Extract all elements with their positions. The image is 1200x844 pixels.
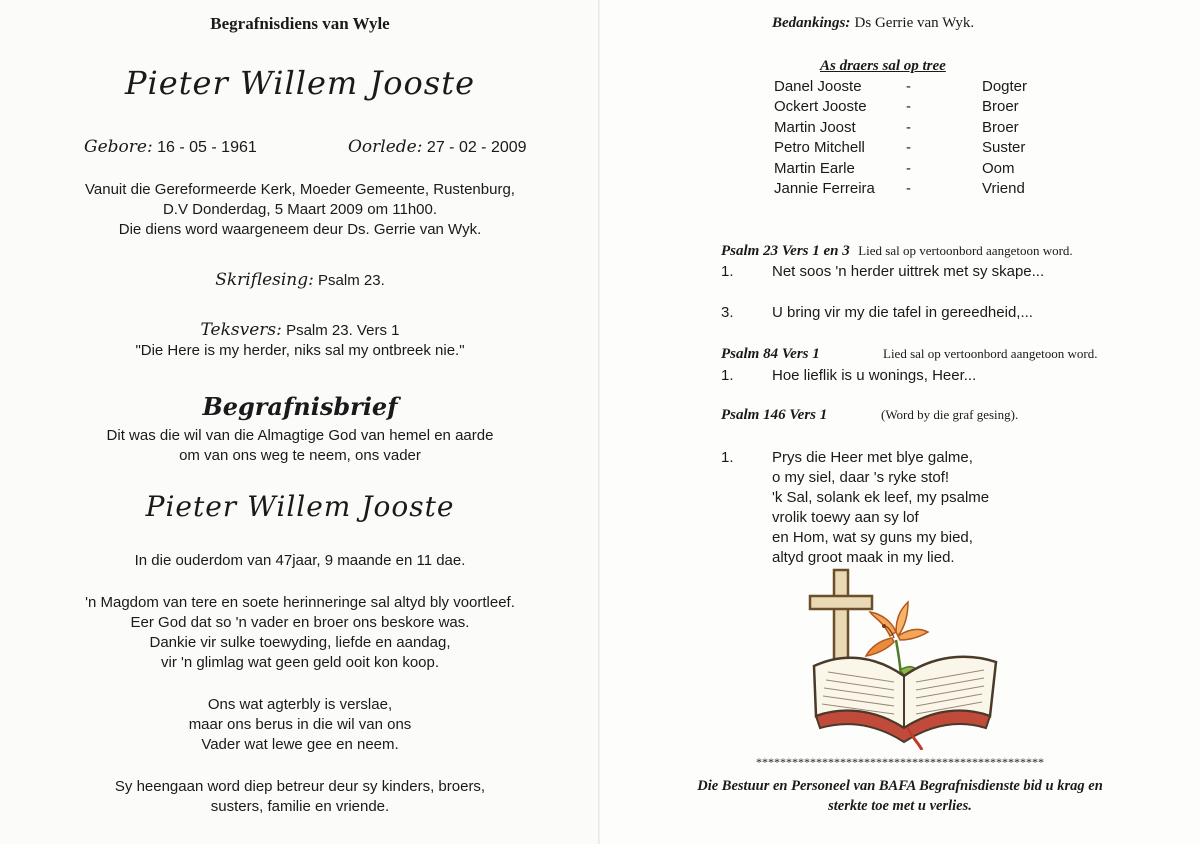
bearer-dash: - [906,119,911,136]
paragraph-line: Sy heengaan word diep betreur deur sy kinders, broers, [114,778,486,795]
psalm146-title: Psalm 146 Vers 1 [721,407,828,423]
paragraph-line: Dankie vir sulke toewyding, liefde en aandag, [149,634,451,651]
deceased-name: Pieter Willem Jooste [124,64,476,102]
text-value: Psalm 23. Vers 1 [286,322,400,339]
paragraph-line: Eer God dat so 'n vader en broer ons beskore was. [130,614,470,631]
psalm84-title: Psalm 84 Vers 1 [721,346,820,362]
text-quote: "Die Here is my herder, niks sal my ontbreek nie." [135,342,465,359]
service-line: Die diens word waargeneem deur Ds. Gerrie van Wyk. [118,221,482,238]
paragraph-line: Ons wat agterbly is verslae, [207,696,393,713]
hymn-line: o my siel, daar 's ryke stof! [772,469,950,486]
age-line: In die ouderdom van 47jaar, 9 maande en 11 dae. [134,552,466,569]
psalm146-heading [721,406,1019,424]
paragraph-line: 'n Magdom van tere en soete herinneringe sal altyd bly voortleef. [85,594,515,611]
paragraph-line: susters, familie en vriende. [210,798,390,815]
psalm84-heading [721,345,1098,363]
bearer-dash: - [906,180,911,197]
service-heading: Begrafnisdiens van Wyle [210,14,390,33]
bearer-name: Danel Jooste [774,78,862,95]
paragraph-line: vir 'n glimlag wat geen geld ooit kon koop. [160,654,440,671]
letter-title: Begrafnisbrief [202,392,398,421]
closing-line: sterkte toe met u verlies. [828,798,972,814]
born-line [84,137,257,158]
bearer-name: Petro Mitchell [774,139,865,156]
psalm84-note: Lied sal op vertoonbord aangetoon word. [883,346,1098,361]
bearer-name: Ockert Jooste [774,98,867,115]
bearers-title: As draers sal op tree [820,58,946,74]
bearer-relation: Broer [982,119,1019,136]
bearer-dash: - [906,98,911,115]
service-line: D.V Donderdag, 5 Maart 2009 om 11h00. [162,201,438,218]
thanks-line [772,14,974,32]
cross-bible-illustration [804,566,1004,750]
psalm146-note: (Word by die graf gesing). [881,407,1019,422]
mourning-paragraph [0,777,600,817]
letter-intro [0,426,600,466]
hymn-line: altyd groot maak in my lied. [772,549,955,566]
memory-paragraph [0,593,600,673]
bearer-name: Jannie Ferreira [774,180,875,197]
hymn-line: 'k Sal, solank ek leef, my psalme [772,489,990,506]
reading-line [0,270,600,291]
bearer-dash: - [906,160,911,177]
reading-value: Psalm 23. [318,272,385,289]
thanks-label: Bedankings: [772,15,851,31]
hymn-line: vrolik toewy aan sy lof [772,509,919,526]
right-page [600,0,1200,844]
hymn-line: en Hom, wat sy guns my bied, [772,529,973,546]
closing-line: Die Bestuur en Personeel van BAFA Begrafnisdienste bid u krag en [697,778,1103,794]
divider-stars: ************************************************ [756,755,1044,769]
closing-message [600,776,1200,816]
died-line [348,137,527,158]
bearer-dash: - [906,139,911,156]
verse-number: 3. [721,304,734,321]
bearer-dash: - [906,78,911,95]
thanks-value: Ds Gerrie van Wyk. [854,15,975,31]
died-label: Oorlede: [348,137,423,157]
letter-name: Pieter Willem Jooste [145,490,455,523]
psalm23-verse1: Net soos 'n herder uittrek met sy skape... [772,263,1045,280]
psalm146-verse [772,448,989,568]
psalm84-verse1: Hoe lieflik is u wonings, Heer... [772,367,977,384]
letter-intro-line: om van ons weg te neem, ons vader [179,447,421,464]
paragraph-line: maar ons berus in die wil van ons [188,716,412,733]
paragraph-line: Vader wat lewe gee en neem. [201,736,399,753]
text-label: Teksvers: [200,320,282,340]
comfort-paragraph [0,695,600,755]
service-details [0,180,600,240]
bearer-relation: Vriend [982,180,1025,197]
bearer-name: Martin Joost [774,119,856,136]
verse-number: 1. [721,367,734,384]
born-date: 16 - 05 - 1961 [157,139,257,156]
bearer-relation: Suster [982,139,1026,156]
verse-number: 1. [721,263,734,280]
psalm23-verse3: U bring vir my die tafel in gereedheid,... [772,304,1033,321]
died-date: 27 - 02 - 2009 [426,139,527,156]
bearer-relation: Dogter [982,78,1028,95]
bearer-relation: Oom [982,160,1015,177]
born-label: Gebore: [84,137,153,157]
hymn-line: Prys die Heer met blye galme, [772,449,973,466]
psalm23-note: Lied sal op vertoonbord aangetoon word. [858,243,1073,258]
reading-label: Skriflesing: [215,270,314,290]
bearer-relation: Broer [982,98,1019,115]
psalm23-title: Psalm 23 Vers 1 en 3 [721,243,850,259]
verse-number: 1. [721,449,734,466]
psalm23-heading [721,242,1073,260]
service-line: Vanuit die Gereformeerde Kerk, Moeder Gemeente, Rustenburg, [85,181,515,198]
letter-intro-line: Dit was die wil van die Almagtige God van hemel en aarde [106,427,494,444]
bearer-name: Martin Earle [774,160,855,177]
text-verse [0,320,600,361]
